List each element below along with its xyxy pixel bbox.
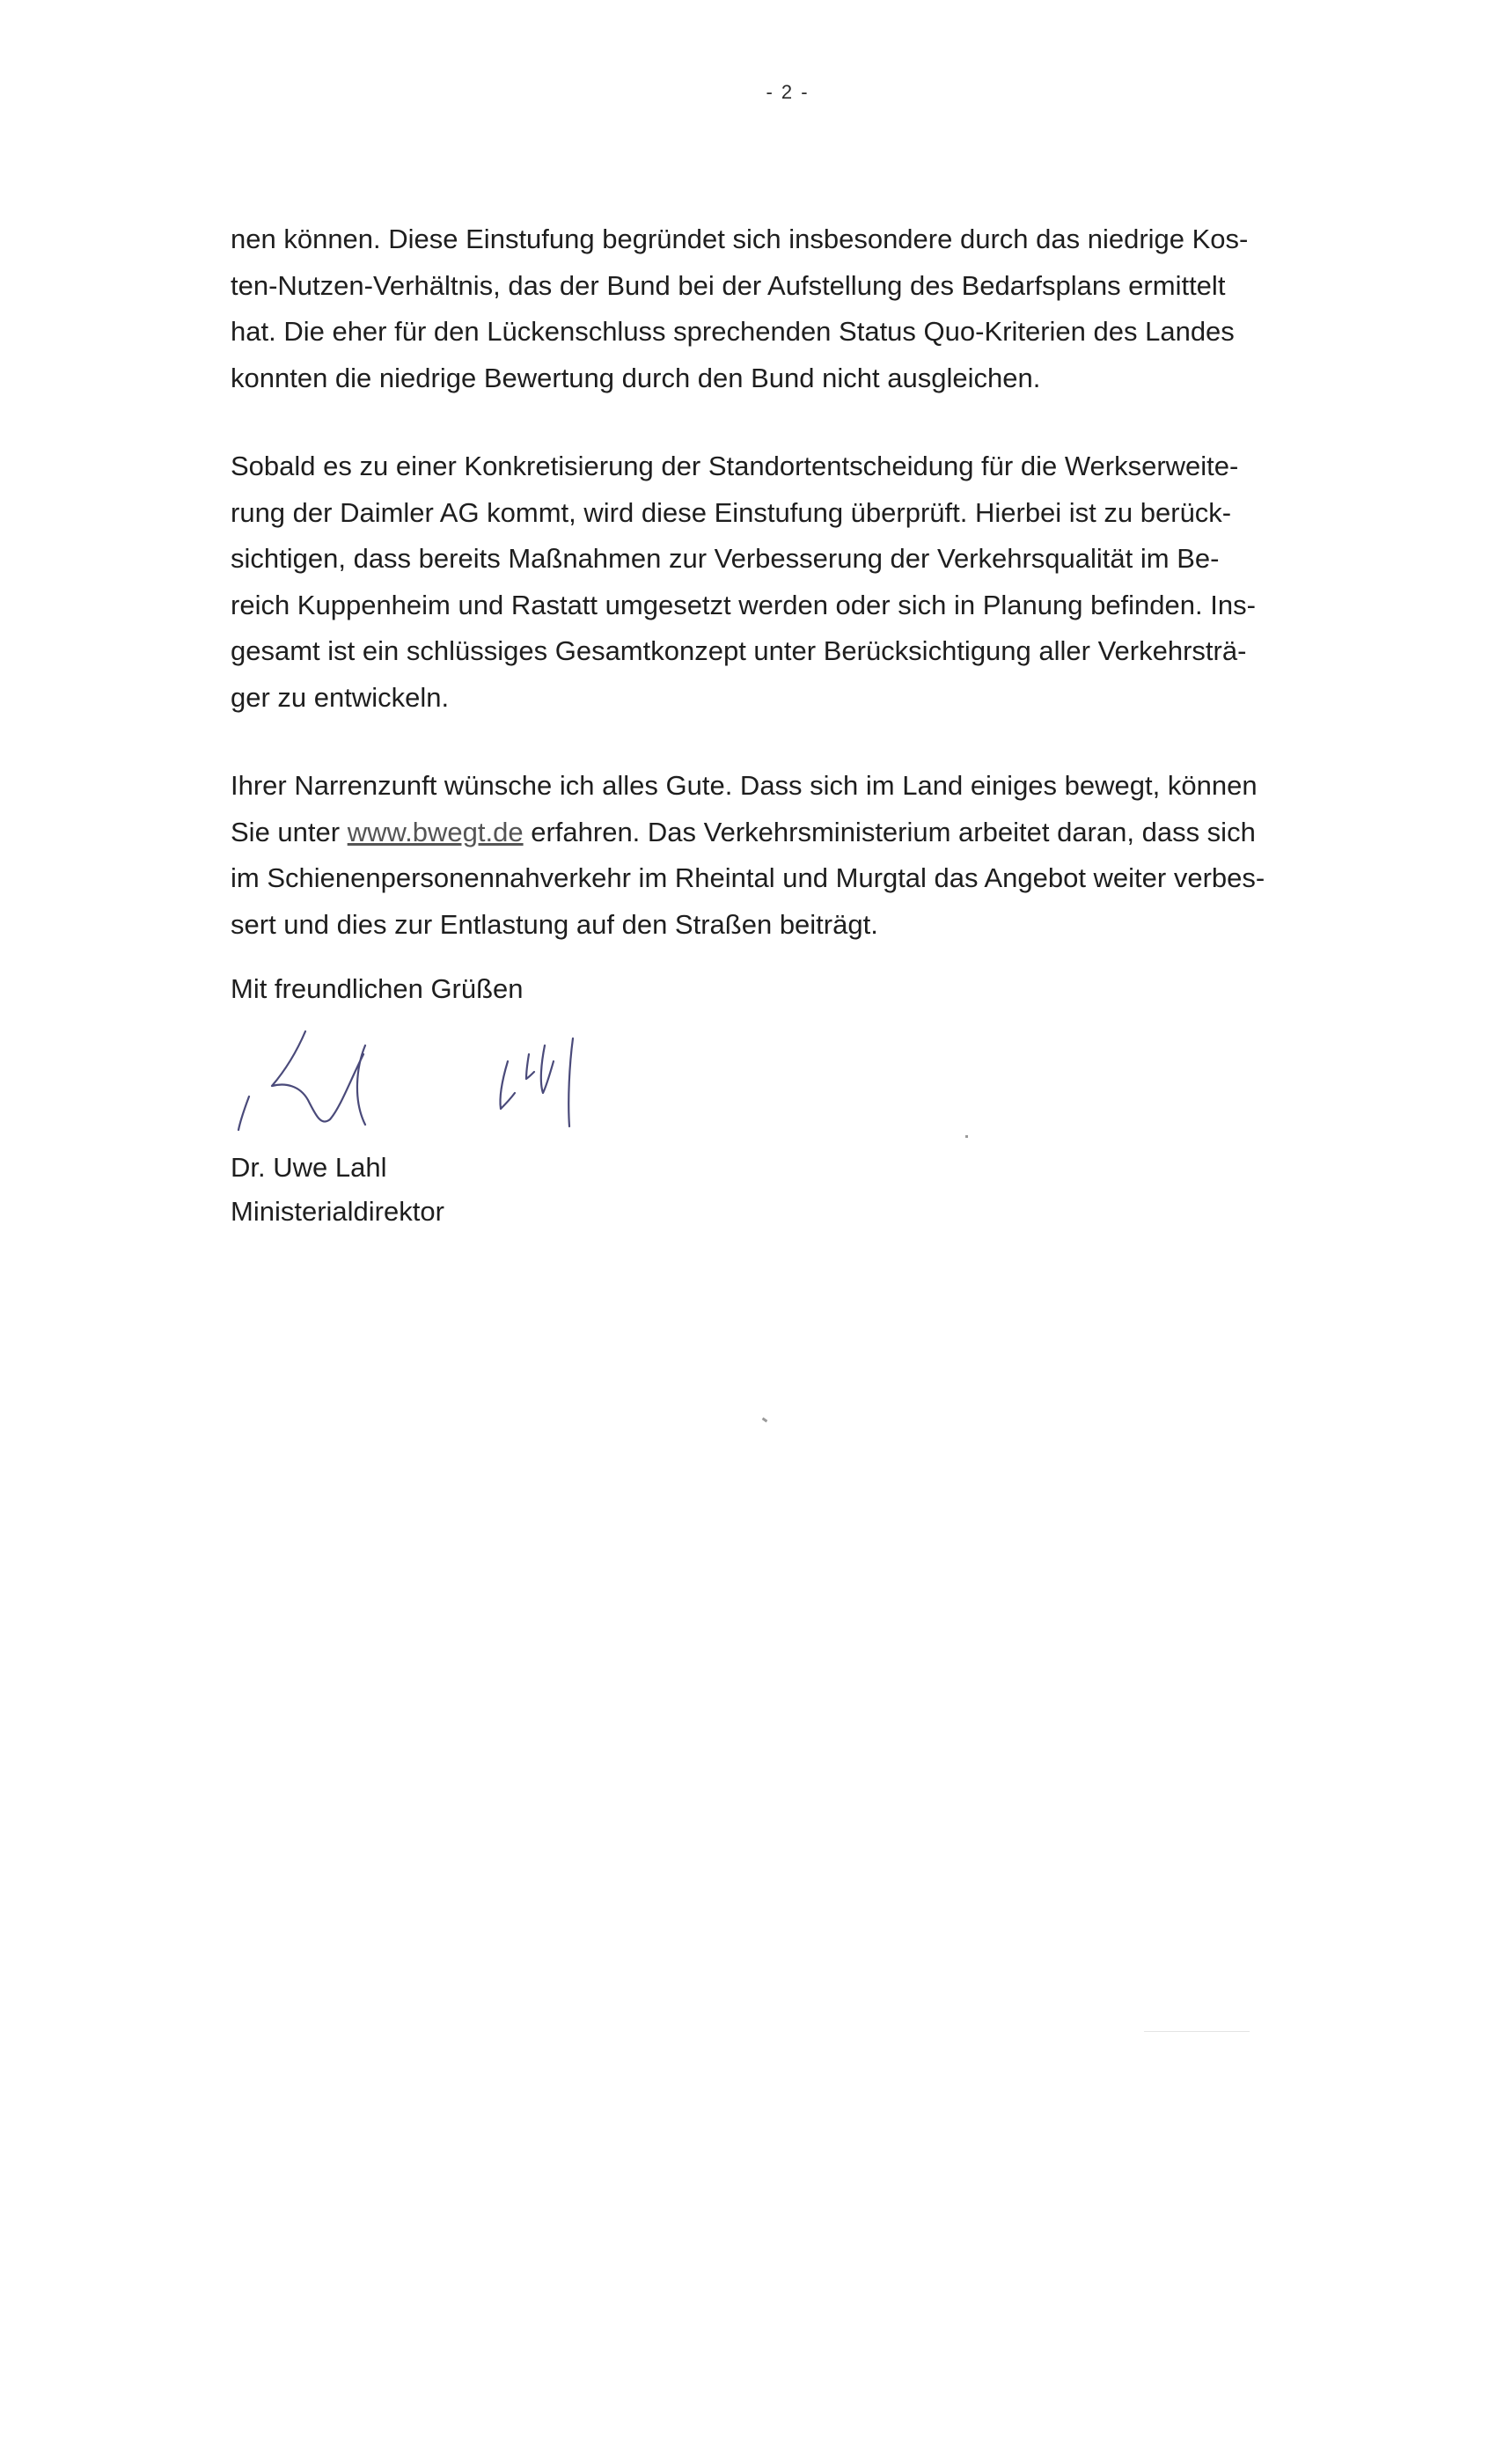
- text-line: Sobald es zu einer Konkretisierung der Standortentscheidung für die Werkserweite-: [231, 451, 1239, 481]
- signature-stroke: [357, 1045, 365, 1125]
- page-number: - 2 -: [766, 81, 810, 103]
- signature-stroke: [238, 1096, 249, 1130]
- text-line: ten-Nutzen-Verhältnis, das der Bund bei der Aufstellung des Bedarfsplans ermittelt: [231, 269, 1226, 301]
- text-line: ger zu entwickeln.: [231, 681, 450, 713]
- text-line: rung der Daimler AG kommt, wird diese Einstufung überprüft. Hierbei ist zu berück-: [231, 496, 1232, 528]
- text-line: reich Kuppenheim und Rastatt umgesetzt werden oder sich in Planung befinden. Ins-: [231, 589, 1256, 620]
- scan-speck: [1144, 2031, 1250, 2032]
- closing-salutation: Mit freundlichen Grüßen: [231, 973, 524, 1004]
- bwegt-link[interactable]: www.bwegt.de: [347, 816, 524, 847]
- signer-title: Ministerialdirektor: [231, 1196, 444, 1227]
- signature-stroke: [526, 1054, 534, 1079]
- text-line: sichtigen, dass bereits Maßnahmen zur Verbesserung der Verkehrsqualität im Be-: [231, 543, 1220, 574]
- scan-speck: [762, 1418, 768, 1423]
- signature-stroke: [568, 1038, 573, 1126]
- text-line: sert und dies zur Entlastung auf den Straßen beiträgt.: [231, 908, 878, 940]
- text-line-with-link: [231, 810, 1366, 856]
- paragraph-wishes: [231, 763, 1366, 948]
- link-prefix: Sie unter: [231, 816, 348, 847]
- signature-stroke: [541, 1045, 554, 1093]
- text-line: nen können. Diese Einstufung begründet sich insbesondere durch das niedrige Kos-: [231, 224, 1249, 254]
- text-line: Ihrer Narrenzunft wünsche ich alles Gute. Dass sich im Land einiges bewegt, können: [231, 770, 1258, 801]
- signer-name: Dr. Uwe Lahl: [231, 1152, 387, 1183]
- text-line: konnten die niedrige Bewertung durch den Bund nicht ausgleichen.: [231, 362, 1041, 393]
- scan-speck: [965, 1135, 968, 1138]
- text-line: im Schienenpersonennahverkehr im Rheintal und Murgtal das Angebot weiter verbes-: [231, 862, 1265, 893]
- signature-stroke: [272, 1031, 363, 1122]
- link-suffix: erfahren. Das Verkehrsministerium arbeitet daran, dass sich: [531, 816, 1256, 847]
- text-line: gesamt ist ein schlüssiges Gesamtkonzept unter Berücksichtigung aller Verkehrsträ-: [231, 635, 1247, 666]
- paragraph-evaluation: [231, 216, 1366, 401]
- text-line: hat. Die eher für den Lückenschluss sprechenden Status Quo-Kriterien des Landes: [231, 316, 1235, 347]
- paragraph-review: [231, 444, 1366, 721]
- letter-body: [231, 216, 1366, 990]
- signature-stroke: [500, 1061, 515, 1109]
- handwritten-signature: [224, 1012, 647, 1144]
- signer-block: [231, 1146, 444, 1234]
